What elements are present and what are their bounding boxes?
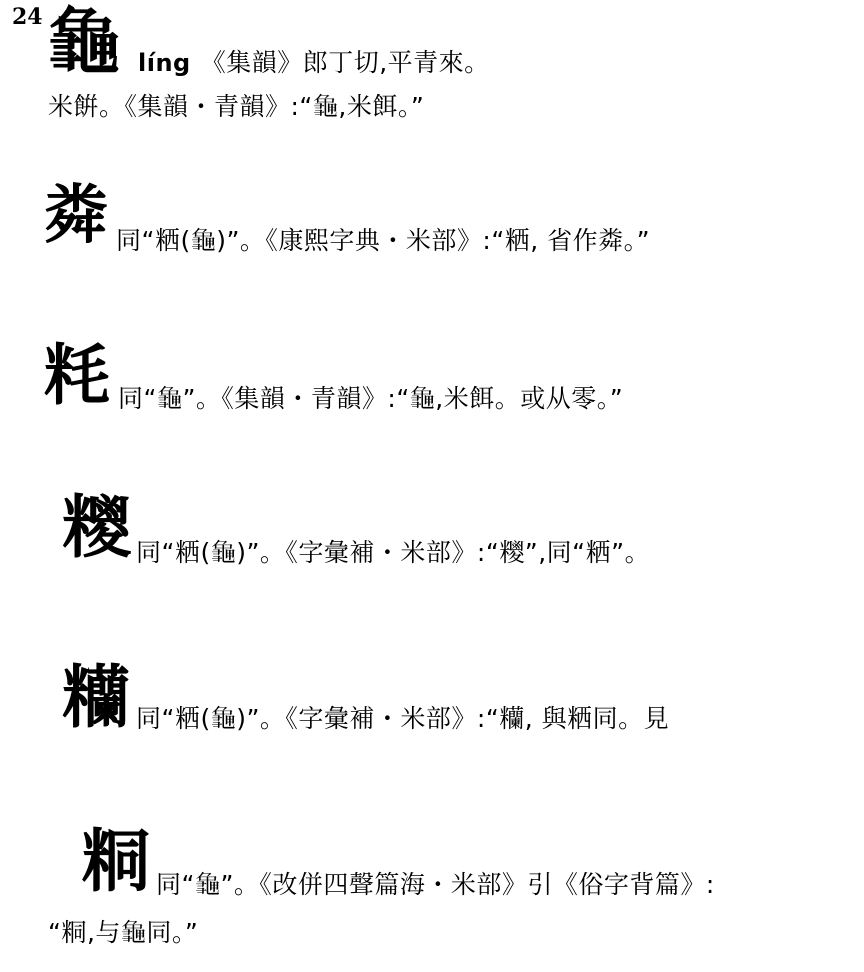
entry-5-line-1: 同“粞(𪚧)”。《字彙補・米部》:“糷, 與粞同。見 bbox=[136, 704, 670, 733]
entry-6-head-character: 粡 bbox=[82, 822, 151, 902]
entry-4-head-character: 糭 bbox=[62, 488, 131, 568]
entry-1-pinyin: líng bbox=[138, 49, 191, 77]
entry-3-line-1: 同“𪚧”。《集韻・青韻》:“𪚧,米餌。或从零。” bbox=[118, 384, 624, 413]
page-number: 24 bbox=[12, 4, 43, 30]
entry-1-definition: 《集韻》郎丁切,平青來。 bbox=[200, 48, 490, 77]
entry-2-head-character: 粦 bbox=[44, 178, 108, 253]
entry-6-line-2: “粡,与𪚧同。” bbox=[48, 918, 199, 947]
entry-3-head-character: 粍 bbox=[44, 336, 110, 414]
entry-4-line-1: 同“粞(𪚧)”。《字彙補・米部》:“糭”,同“粞”。 bbox=[136, 538, 651, 567]
entry-1-line-2: 米餠。《集韻・青韻》:“𪚧,米餌。” bbox=[48, 92, 425, 121]
entry-6-line-1: 同“𪚧”。《改併四聲篇海・米部》引《俗字背篇》: bbox=[156, 870, 715, 899]
entry-1-head-character: 𪚧 bbox=[48, 0, 121, 84]
entry-5-head-character: 糷 bbox=[62, 658, 131, 738]
entry-2-line-1: 同“粞(𪚧)”。《康熙字典・米部》:“粞, 省作粦。” bbox=[116, 226, 651, 255]
entry-1-line-1 bbox=[138, 50, 490, 75]
